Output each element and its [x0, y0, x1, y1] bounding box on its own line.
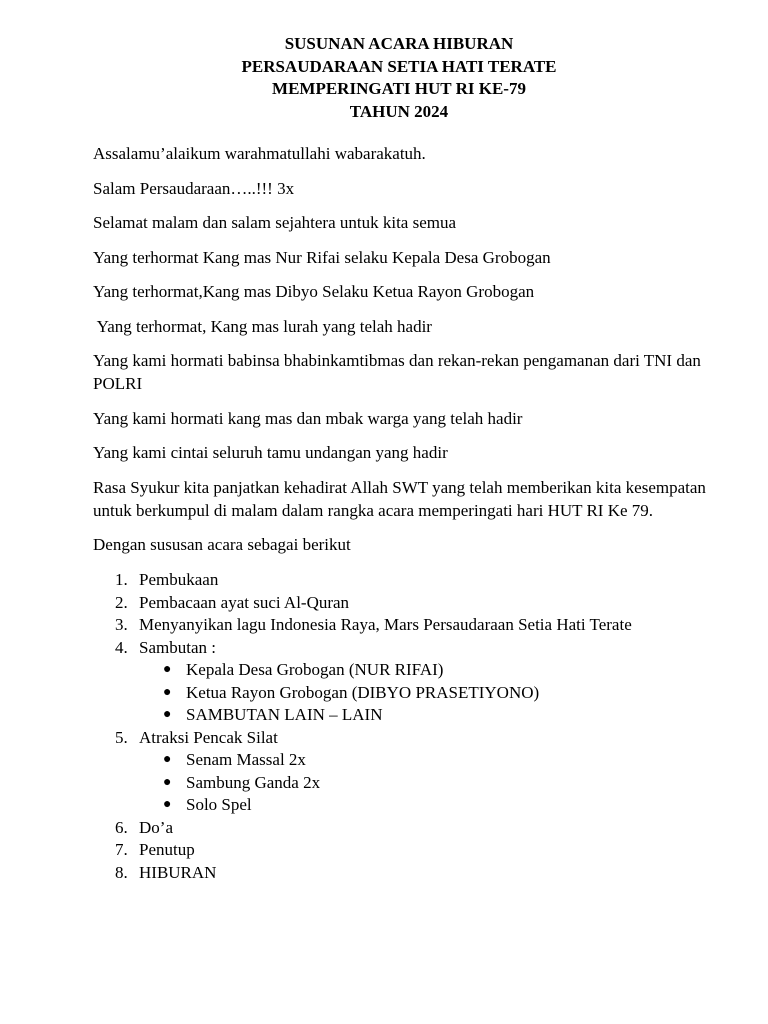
sub-list-item [139, 772, 713, 795]
selamat-malam-paragraph: Selamat malam dan salam sejahtera untuk kita semua [93, 213, 457, 232]
sub-item-label: Senam Massal 2x [186, 750, 306, 769]
agenda-label: Atraksi Pencak Silat [139, 727, 278, 747]
honorific-babinsa: Yang kami hormati babinsa bhabinkamtibmas dan rekan-rekan pengamanan dari TNI dan POLRI [93, 351, 701, 393]
agenda-label: Pembacaan ayat suci Al-Quran [139, 592, 350, 612]
agenda-item-penutup [93, 839, 713, 862]
honorific-kepala-desa: Yang terhormat Kang mas Nur Rifai selaku Kepala Desa Grobogan [93, 247, 551, 267]
agenda-number: 6. [115, 817, 128, 837]
sub-list-item [139, 794, 713, 817]
agenda-item-lagu [93, 614, 713, 637]
sub-list-item [139, 682, 713, 705]
agenda-item-doa [93, 817, 713, 840]
agenda-label: Do’a [139, 817, 173, 837]
agenda-item-hiburan [93, 862, 713, 885]
agenda-item-pencak-silat [93, 727, 713, 817]
honorific-ketua-rayon: Yang terhormat,Kang mas Dibyo Selaku Ketua Rayon Grobogan [93, 282, 535, 301]
title-line-1: SUSUNAN ACARA HIBURAN [284, 34, 514, 53]
honorific-tamu: Yang kami cintai seluruh tamu undangan yang hadir [93, 443, 448, 462]
salam-paragraph: Salam Persaudaraan…..!!! 3x [93, 178, 295, 198]
sub-item-label: Kepala Desa Grobogan (NUR RIFAI) [186, 660, 444, 679]
agenda-number: 8. [115, 862, 128, 882]
bullet-icon: ● [163, 797, 172, 812]
honorific-lurah: Yang terhormat, Kang mas lurah yang telah hadir [93, 316, 432, 336]
sub-item-label: SAMBUTAN LAIN – LAIN [186, 705, 383, 724]
bullet-icon: ● [163, 774, 172, 790]
sub-list-item [139, 704, 713, 727]
bullet-icon: ● [163, 684, 172, 700]
greeting-paragraph: Assalamu’alaikum warahmatullahi wabarakatuh. [93, 144, 426, 163]
agenda-label: Pembukaan [139, 570, 219, 589]
agenda-label: Menyanyikan lagu Indonesia Raya, Mars Persaudaraan Setia Hati Terate [139, 615, 632, 634]
agenda-number: 2. [115, 592, 128, 612]
honorific-warga: Yang kami hormati kang mas dan mbak warga yang telah hadir [93, 408, 523, 428]
title-line-3: MEMPERINGATI HUT RI KE-79 [272, 79, 526, 98]
sambutan-sub-list [139, 659, 713, 727]
sub-item-label: Sambung Ganda 2x [186, 772, 321, 792]
agenda-list [93, 569, 713, 884]
title-line-4: TAHUN 2024 [349, 101, 449, 121]
agenda-number: 3. [115, 615, 128, 634]
agenda-number: 1. [115, 570, 128, 589]
bullet-icon: ● [163, 752, 172, 767]
sub-list-item [139, 659, 713, 682]
sub-item-label: Ketua Rayon Grobogan (DIBYO PRASETIYONO) [186, 682, 540, 702]
agenda-label: Penutup [139, 840, 195, 859]
agenda-intro: Dengan sususan acara sebagai berikut [93, 535, 351, 554]
sub-item-label: Solo Spel [186, 795, 252, 814]
gratitude-paragraph: Rasa Syukur kita panjatkan kehadirat Allah SWT yang telah memberikan kita kesempatan untuk berkumpul di malam dalam rangka acara memperingati hari HUT RI Ke 79. [93, 477, 706, 520]
bullet-icon: ● [163, 707, 172, 722]
agenda-item-sambutan [93, 637, 713, 727]
document-title [0, 33, 768, 123]
pencak-silat-sub-list [139, 749, 713, 817]
agenda-number: 4. [115, 637, 128, 657]
sub-list-item [139, 749, 713, 772]
agenda-item-ayat-suci [93, 592, 713, 615]
document-body [93, 142, 713, 884]
agenda-number: 7. [115, 840, 128, 859]
title-line-2: PERSAUDARAAN SETIA HATI TERATE [241, 56, 557, 76]
agenda-number: 5. [115, 727, 128, 747]
bullet-icon: ● [163, 662, 172, 677]
agenda-label: Sambutan : [139, 637, 216, 657]
agenda-item-pembukaan [93, 569, 713, 592]
agenda-label: HIBURAN [139, 862, 217, 882]
